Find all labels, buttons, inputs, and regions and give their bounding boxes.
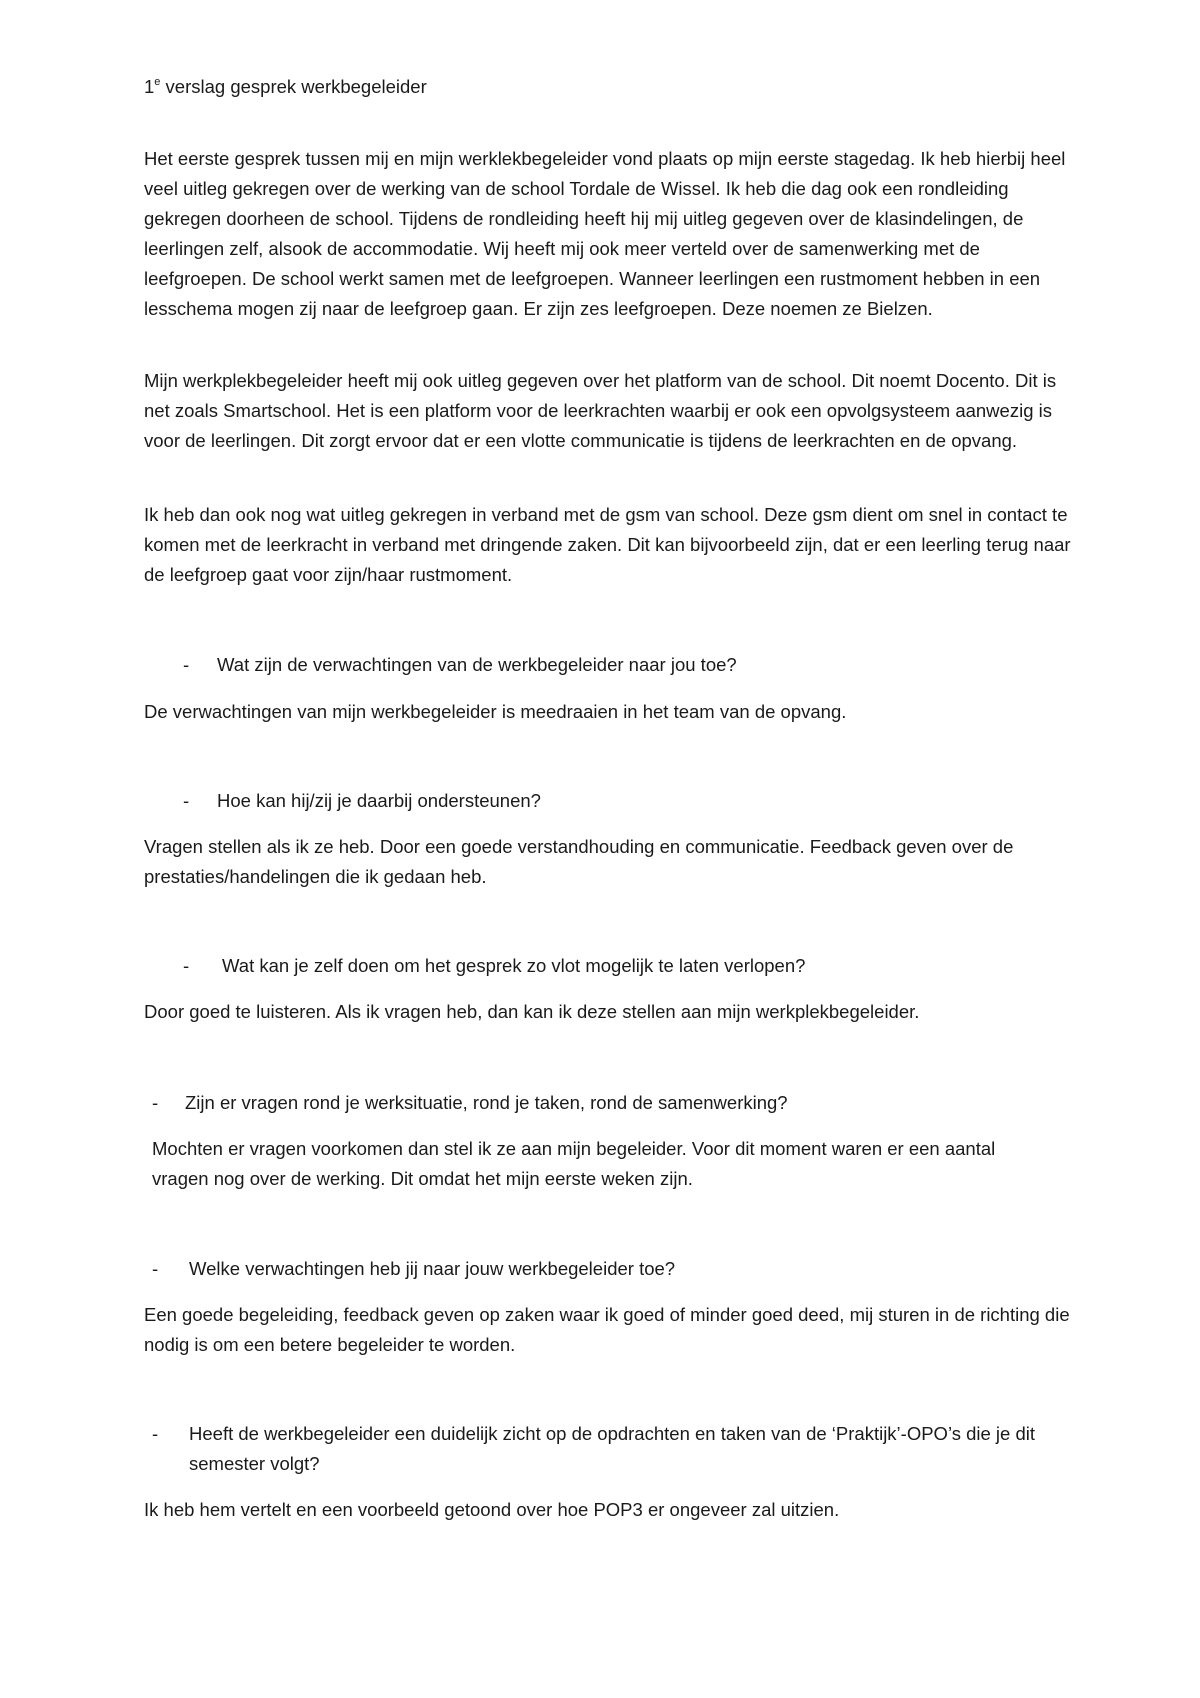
- question-item: - Zijn er vragen rond je werksituatie, rond je taken, rond de samenwerking?: [152, 1088, 788, 1118]
- title-number: 1: [144, 76, 155, 97]
- question-item: - Hoe kan hij/zij je daarbij ondersteunen?: [183, 786, 541, 816]
- question-text: Wat kan je zelf doen om het gesprek zo vlot mogelijk te laten verlopen?: [222, 955, 806, 976]
- question-item: - Welke verwachtingen heb jij naar jouw werkbegeleider toe?: [152, 1254, 675, 1284]
- answer-text: Door goed te luisteren. Als ik vragen heb, dan kan ik deze stellen aan mijn werkplekbegeleider.: [144, 1001, 920, 1022]
- answer-text: Vragen stellen als ik ze heb. Door een goede verstandhouding en communicatie. Feedback geven over de prestaties/handelingen die ik gedaan heb.: [144, 836, 1014, 887]
- answer-text: De verwachtingen van mijn werkbegeleider is meedraaien in het team van de opvang.: [144, 701, 847, 722]
- question-text: Heeft de werkbegeleider een duidelijk zicht op de opdrachten en taken van de ‘Praktijk’-OPO’s die je dit semester volgt?: [189, 1423, 1036, 1474]
- answer-text: Een goede begeleiding, feedback geven op zaken waar ik goed of minder goed deed, mij sturen in de richting die nodig is om een betere begeleider te worden.: [144, 1304, 1070, 1355]
- answer-text: Mochten er vragen voorkomen dan stel ik ze aan mijn begeleider. Voor dit moment waren er een aantal vragen nog over de werking. Dit omdat het mijn eerste weken zijn.: [152, 1138, 996, 1189]
- intro-paragraph-2: Mijn werkplekbegeleider heeft mij ook uitleg gegeven over het platform van de school. Dit noemt Docento. Dit is net zoals Smartschool. Het is een platform voor de leerkrachten waarbij er ook een opvolgsysteem aanwezig is voor de leerlingen. Dit zorgt ervoor dat er een vlotte communicatie is tijdens de leerkrachten en de opvang.: [144, 370, 1057, 451]
- intro-paragraph-3: Ik heb dan ook nog wat uitleg gekregen in verband met de gsm van school. Deze gsm dient om snel in contact te komen met de leerkracht in verband met dringende zaken. Dit kan bijvoorbeeld zijn, dat er een leerling terug naar de leefgroep gaat voor zijn/haar rustmoment.: [144, 504, 1071, 585]
- title-superscript: e: [154, 75, 161, 88]
- intro-paragraph-1: Het eerste gesprek tussen mij en mijn werklekbegeleider vond plaats op mijn eerste stagedag. Ik heb hierbij heel veel uitleg gekregen over de werking van de school Tordale de Wissel. Ik heb die dag ook een rondleiding gekregen doorheen de school. Tijdens de rondleiding heeft hij mij uitleg gegeven over de klasindelingen, de leerlingen zelf, alsook de accommodatie. Wij heeft mij ook meer verteld over de samenwerking met de leefgroepen. De school werkt samen met de leefgroepen. Wanneer leerlingen een rustmoment hebben in een lesschema mogen zij naar de leefgroep gaan. Er zijn zes leefgroepen. Deze noemen ze Bielzen.: [144, 148, 1066, 319]
- title-text: verslag gesprek werkbegeleider: [160, 76, 427, 97]
- document-title: [144, 72, 427, 102]
- question-text: Wat zijn de verwachtingen van de werkbegeleider naar jou toe?: [217, 654, 737, 675]
- question-item: - Heeft de werkbegeleider een duidelijk zicht op de opdrachten en taken van de ‘Praktijk’-OPO’s die je dit semester volgt?: [152, 1419, 1072, 1479]
- question-text: Welke verwachtingen heb jij naar jouw werkbegeleider toe?: [189, 1258, 676, 1279]
- question-text: Zijn er vragen rond je werksituatie, rond je taken, rond de samenwerking?: [185, 1092, 788, 1113]
- question-item: - Wat kan je zelf doen om het gesprek zo vlot mogelijk te laten verlopen?: [183, 951, 805, 981]
- answer-text: Ik heb hem vertelt en een voorbeeld getoond over hoe POP3 er ongeveer zal uitzien.: [144, 1499, 840, 1520]
- question-item: - Wat zijn de verwachtingen van de werkbegeleider naar jou toe?: [183, 650, 737, 680]
- question-text: Hoe kan hij/zij je daarbij ondersteunen?: [217, 790, 541, 811]
